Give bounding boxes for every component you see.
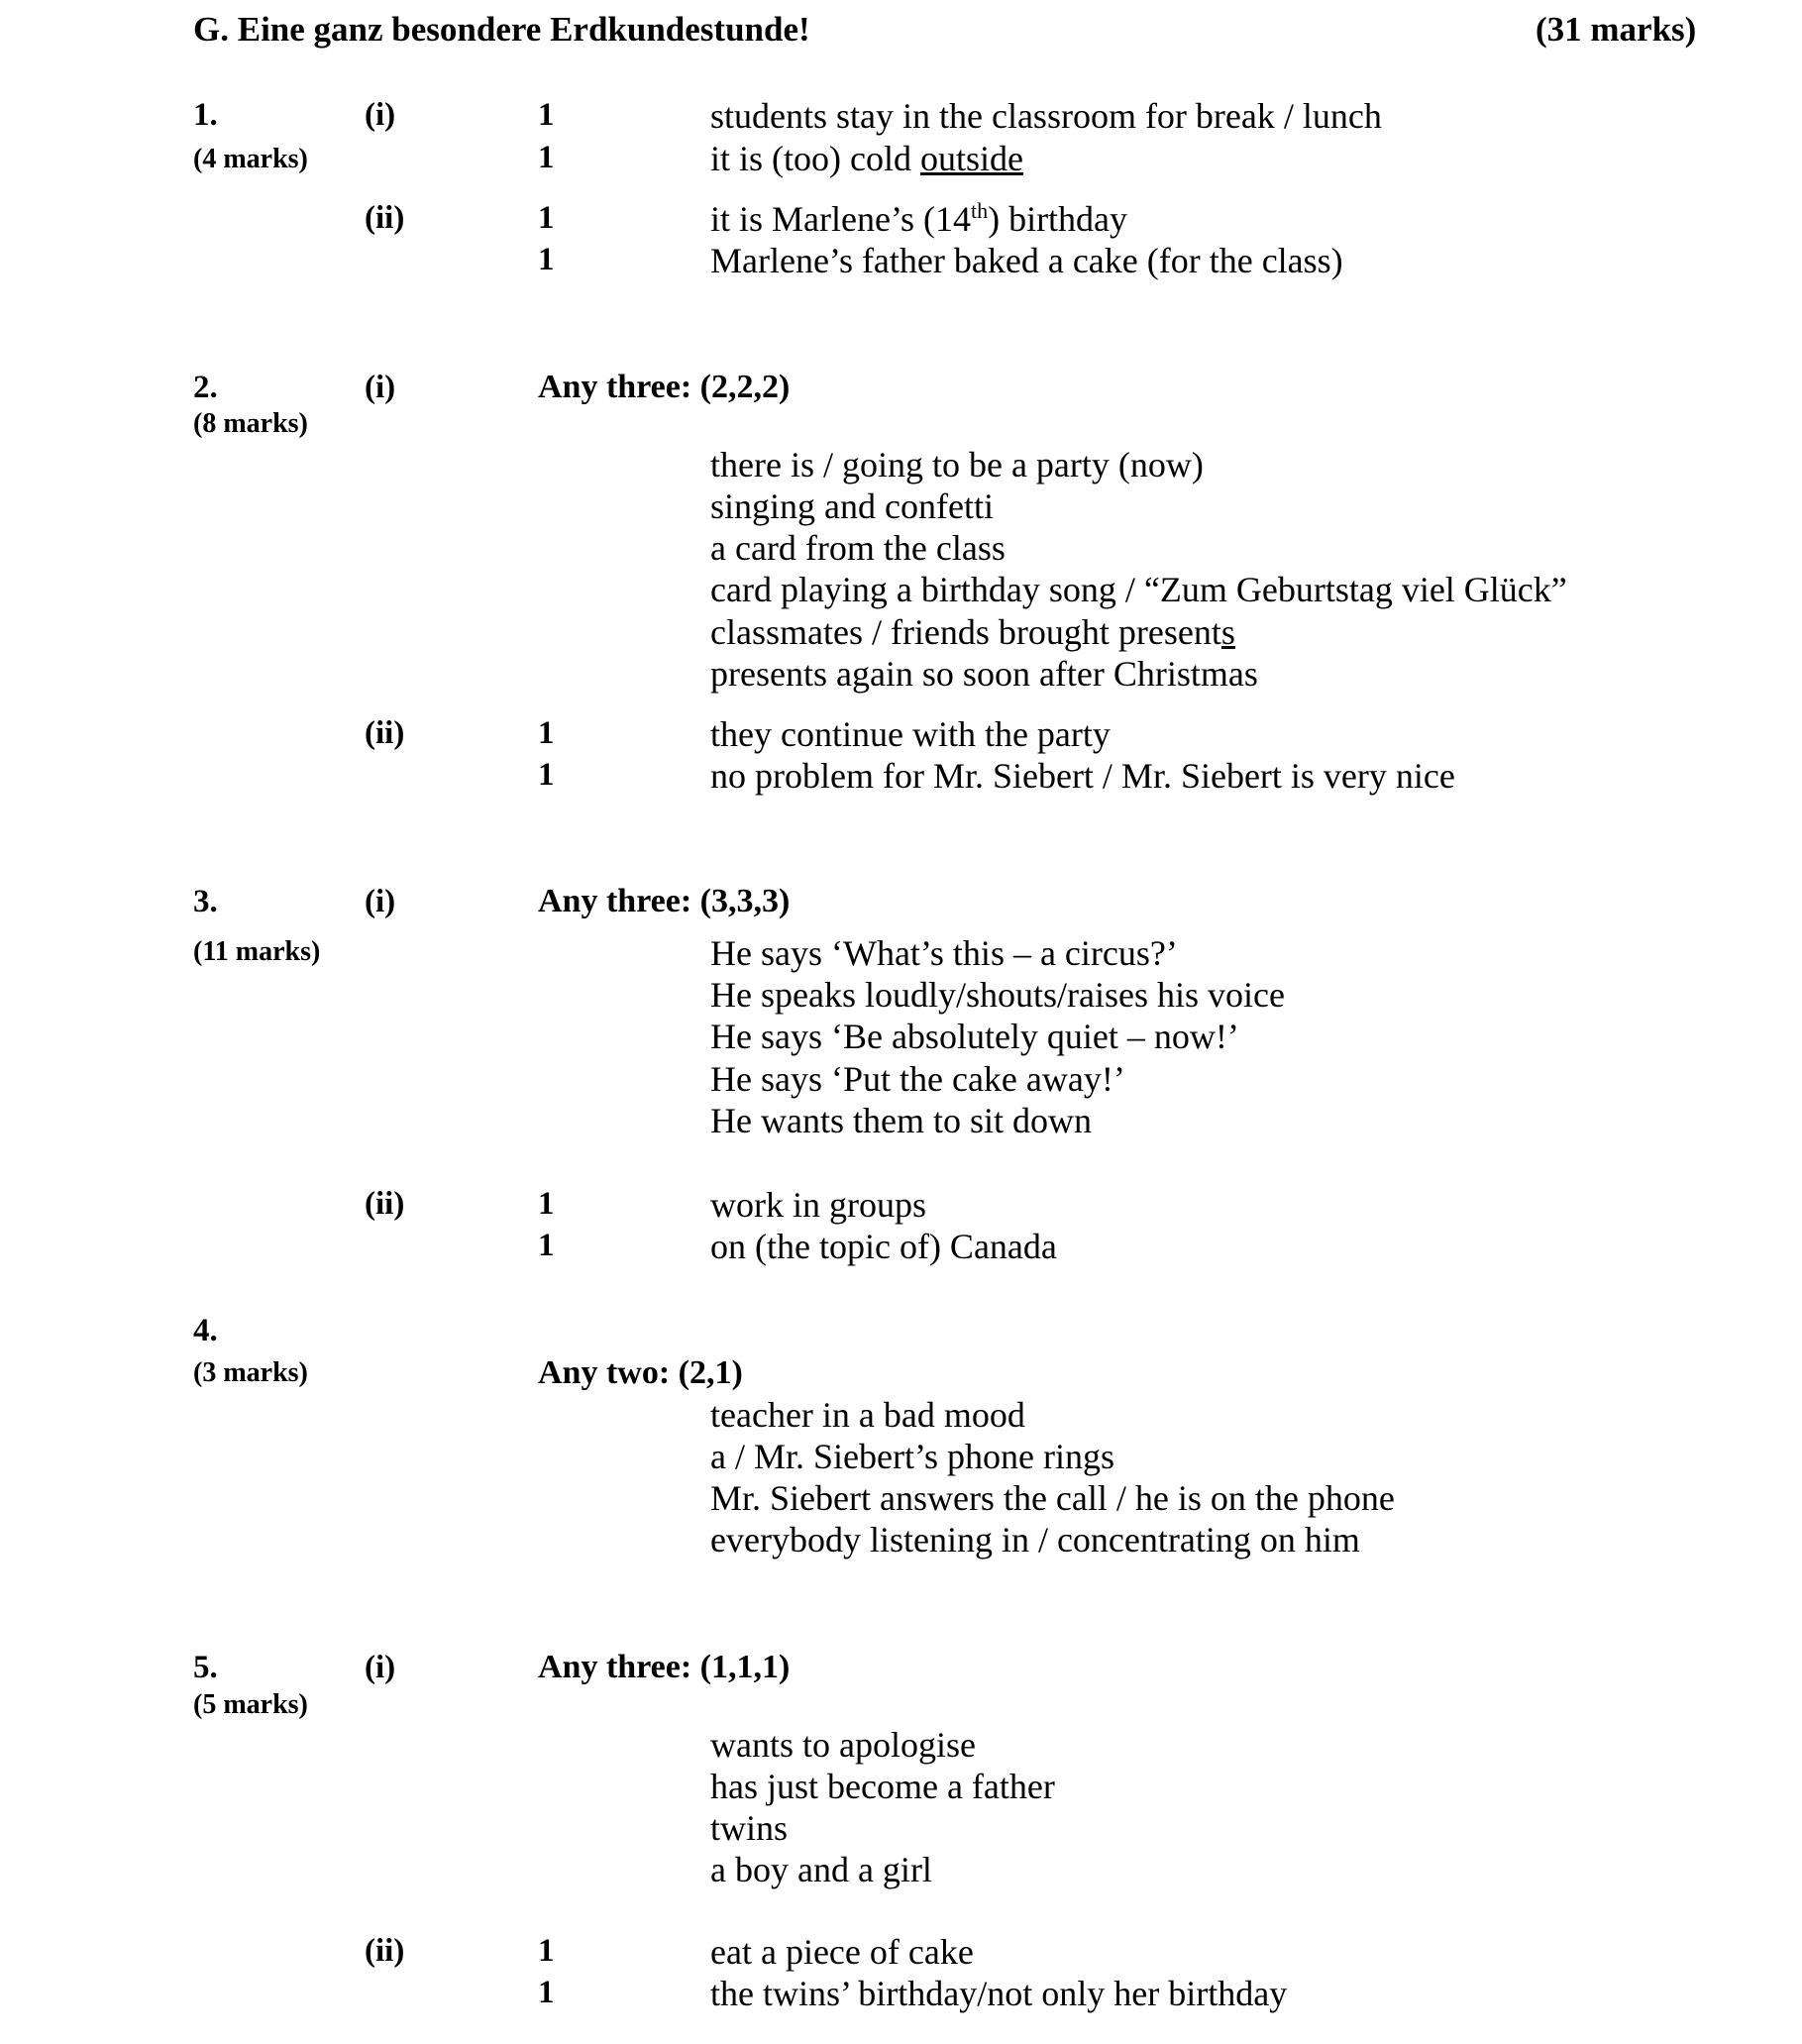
answer-line: the twins’ birthday/not only her birthday [710,1974,1288,2013]
point-value: 1 [538,715,555,751]
answer-line: He wants them to sit down [710,1101,1092,1140]
answer-line: teacher in a bad mood [710,1395,1025,1435]
answer-line: He says ‘What’s this – a circus?’ [710,933,1178,973]
question-number: 5. [193,1650,218,1685]
answer-line: it is Marlene’s (14th) birthday [710,198,1128,239]
question-marks: (3 marks) [193,1357,308,1388]
question-marks: (11 marks) [193,936,321,967]
part-label: (ii) [365,1186,405,1222]
any-instruction: Any two: (2,1) [538,1354,743,1391]
point-value: 1 [538,1975,555,2010]
point-value: 1 [538,1933,555,1969]
point-value: 1 [538,97,555,133]
answer-line: no problem for Mr. Siebert / Mr. Siebert is very nice [710,756,1455,796]
answer-line: singing and confetti [710,486,994,526]
any-instruction: Any three: (2,2,2) [538,369,791,405]
answer-line: students stay in the classroom for break / lunch [710,96,1382,136]
question-number: 2. [193,370,218,405]
point-value: 1 [538,1228,555,1263]
answer-line: He speaks loudly/shouts/raises his voice [710,975,1285,1015]
answer-line: a card from the class [710,528,1006,568]
answer-line: on (the topic of) Canada [710,1227,1057,1266]
part-label: (ii) [365,1933,405,1969]
part-label: (i) [365,884,396,919]
any-instruction: Any three: (3,3,3) [538,883,791,919]
answer-line: He says ‘Be absolutely quiet – now!’ [710,1017,1239,1056]
question-marks: (4 marks) [193,144,308,174]
point-value: 1 [538,757,555,793]
answer-line: He says ‘Put the cake away!’ [710,1059,1125,1099]
answer-line: a / Mr. Siebert’s phone rings [710,1437,1114,1476]
section-title: G. Eine ganz besondere Erdkundestunde! [193,10,810,49]
question-marks: (8 marks) [193,408,308,439]
question-number: 1. [193,97,218,133]
answer-line: wants to apologise [710,1725,976,1765]
total-marks: (31 marks) [1536,10,1697,49]
point-value: 1 [538,1186,555,1222]
answer-line: everybody listening in / concentrating on him [710,1520,1360,1560]
part-label: (i) [365,1650,396,1685]
answer-line: eat a piece of cake [710,1932,974,1972]
question-number: 4. [193,1313,218,1348]
part-label: (ii) [365,715,405,751]
answer-line: a boy and a girl [710,1850,932,1889]
any-instruction: Any three: (1,1,1) [538,1649,791,1685]
answer-line: presents again so soon after Christmas [710,654,1258,694]
question-marks: (5 marks) [193,1689,308,1720]
answer-line: has just become a father [710,1767,1055,1806]
answer-line: classmates / friends brought presents [710,612,1235,652]
part-label: (i) [365,97,396,133]
part-label: (i) [365,370,396,405]
answer-line: twins [710,1808,789,1848]
answer-line: there is / going to be a party (now) [710,445,1204,484]
question-number: 3. [193,884,218,919]
answer-line: work in groups [710,1185,926,1225]
answer-line: card playing a birthday song / “Zum Geburtstag viel Glück” [710,570,1567,609]
answer-line: Marlene’s father baked a cake (for the class) [710,241,1343,280]
answer-line: Mr. Siebert answers the call / he is on the phone [710,1478,1395,1518]
part-label: (ii) [365,200,405,236]
point-value: 1 [538,242,555,277]
point-value: 1 [538,140,555,175]
answer-line: it is (too) cold outside [710,139,1023,178]
point-value: 1 [538,200,555,236]
answer-line: they continue with the party [710,714,1111,754]
